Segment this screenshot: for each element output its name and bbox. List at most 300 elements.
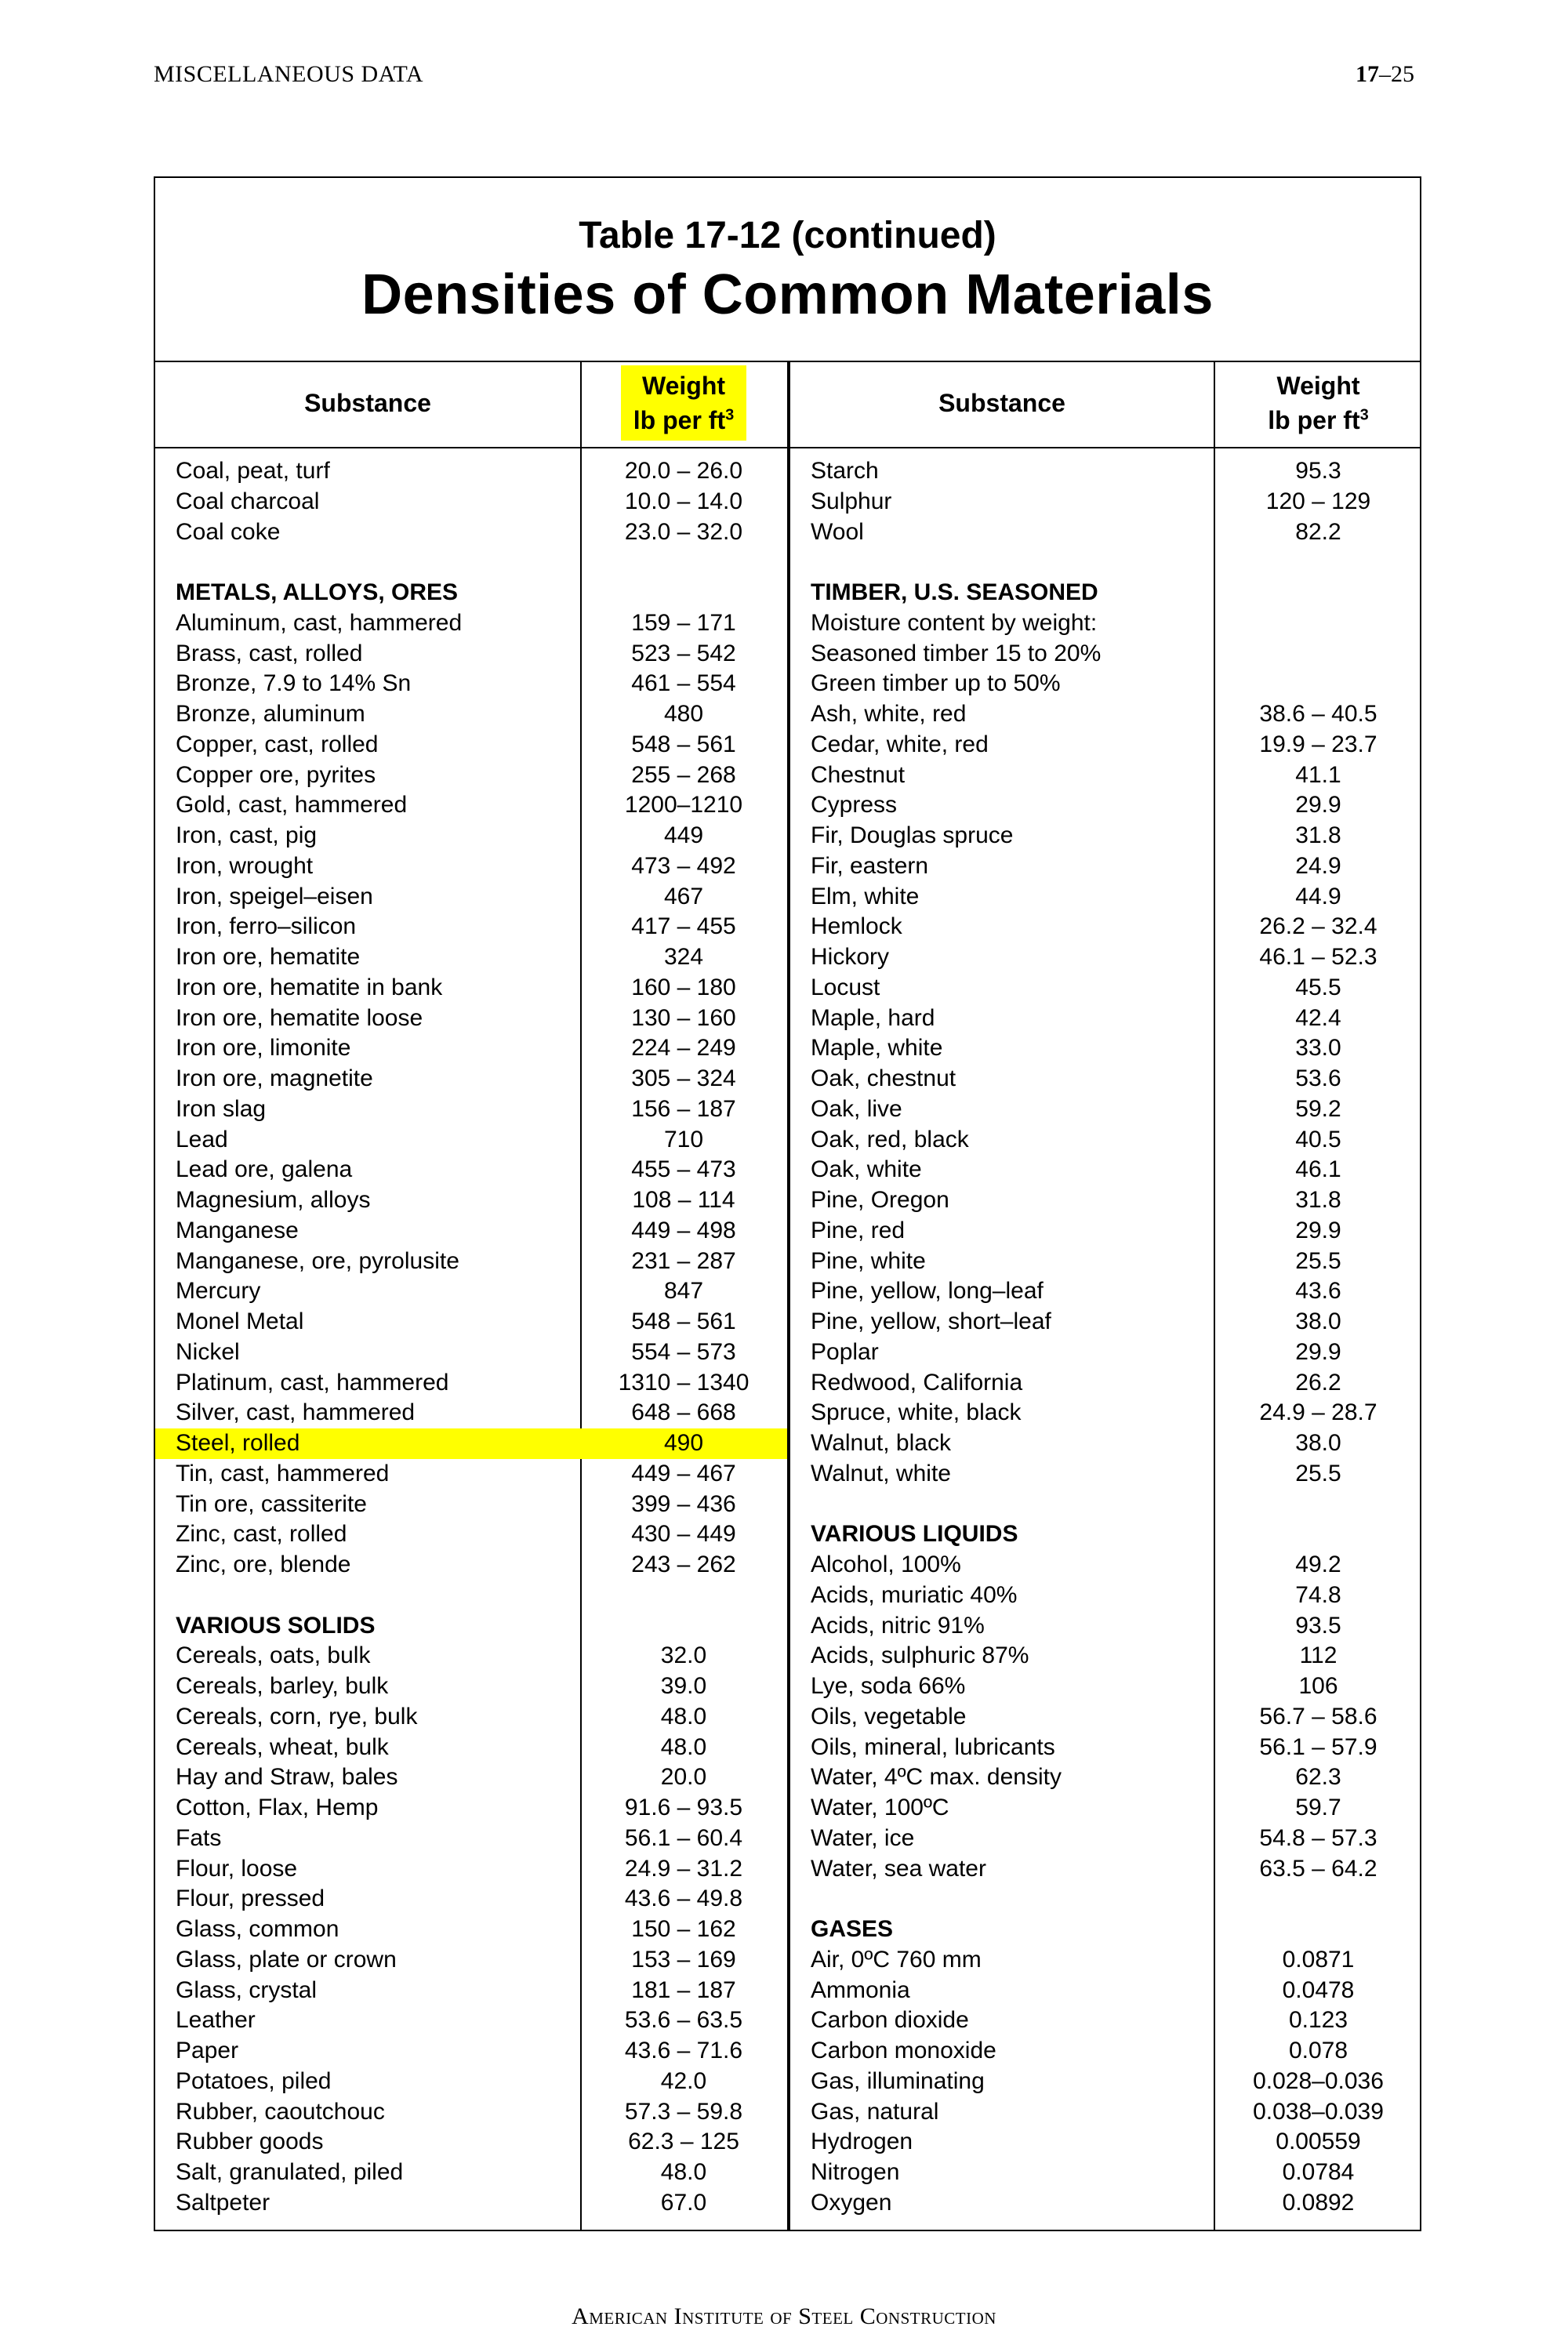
table-row: [790, 1550, 1421, 1581]
weight-cell: 56.1 – 60.4: [624, 1824, 743, 1851]
table-row: [155, 1915, 787, 1945]
table-row: [790, 1793, 1421, 1824]
weight-cell: 82.2: [1295, 518, 1341, 545]
substance-cell: Salt, granulated, piled: [176, 2159, 404, 2185]
table-row: [790, 973, 1421, 1004]
substance-cell: Iron ore, hematite: [176, 944, 361, 970]
table-row: [790, 1247, 1421, 1277]
substance-cell: Saltpeter: [176, 2189, 270, 2216]
table-row: [155, 1762, 787, 1793]
weight-cell: 467: [663, 883, 704, 909]
substance-cell: Glass, common: [176, 1916, 339, 1942]
substance-cell: Cotton, Flax, Hemp: [176, 1795, 379, 1820]
weight-cell: 548 – 561: [631, 1308, 736, 1334]
substance-cell: Seasoned timber 15 to 20%: [811, 640, 1102, 666]
table-row: [790, 1216, 1421, 1247]
table-row: [155, 608, 787, 639]
table-row: [155, 2005, 787, 2036]
table-row: [790, 1976, 1421, 2006]
substance-cell: Paper: [176, 2038, 239, 2063]
table-row: [155, 487, 787, 517]
table-row: [155, 1459, 787, 1490]
header-weight-line2: lb per ft: [633, 406, 726, 434]
substance-cell: Fir, eastern: [811, 852, 929, 879]
table-row: [155, 1094, 787, 1125]
weight-cell: 20.0 – 26.0: [624, 458, 743, 484]
substance-cell: Elm, white: [811, 883, 920, 909]
substance-cell: Bronze, 7.9 to 14% Sn: [176, 670, 412, 697]
weight-cell: 1200–1210: [624, 792, 743, 818]
weight-cell: 1310 – 1340: [618, 1369, 750, 1396]
substance-cell: Iron, speigel–eisen: [176, 883, 373, 909]
substance-cell: Copper, cast, rolled: [176, 731, 379, 757]
table-row: [790, 760, 1421, 791]
weight-cell: 480: [663, 701, 704, 727]
weight-cell: 44.9: [1295, 883, 1341, 909]
weight-cell: 56.1 – 57.9: [1259, 1733, 1377, 1760]
weight-cell: 29.9: [1295, 792, 1341, 818]
table-row: [155, 2158, 787, 2188]
substance-cell: GASES: [811, 1916, 894, 1942]
header-substance-right: Substance: [938, 389, 1065, 417]
table-row: [790, 1368, 1421, 1399]
table-row: [790, 456, 1421, 487]
substance-cell: Ammonia: [811, 1976, 910, 2003]
substance-cell: Pine, red: [811, 1217, 906, 1243]
weight-cell: 108 – 114: [632, 1187, 735, 1213]
weight-cell: 490: [663, 1430, 704, 1456]
table-row: [155, 1368, 787, 1399]
weight-cell: 847: [663, 1278, 704, 1305]
substance-cell: Carbon monoxide: [811, 2038, 996, 2063]
table-row: [790, 639, 1421, 670]
weight-cell: 156 – 187: [631, 1095, 736, 1122]
substance-cell: Platinum, cast, hammered: [176, 1369, 449, 1396]
substance-cell: Leather: [176, 2007, 256, 2034]
table-row: [155, 1216, 787, 1247]
table-row: [155, 1519, 787, 1550]
substance-cell: Flour, loose: [176, 1855, 298, 1882]
header-weight-line2: lb per ft: [1268, 406, 1360, 434]
weight-cell: 255 – 268: [631, 761, 736, 788]
weight-cell: 548 – 561: [631, 731, 736, 757]
header-weight-line1: Weight: [641, 372, 726, 400]
substance-cell: Mercury: [176, 1278, 261, 1305]
weight-cell: 53.6 – 63.5: [624, 2007, 743, 2034]
weight-cell: 0.0784: [1282, 2159, 1355, 2185]
substance-cell: Flour, pressed: [176, 1886, 325, 1912]
section-heading: [155, 1611, 787, 1642]
table-row: [155, 1793, 787, 1824]
table-row: [790, 669, 1421, 699]
substance-cell: Coal coke: [176, 518, 281, 545]
table-row: [790, 2127, 1421, 2158]
table-row: [155, 1854, 787, 1885]
weight-cell: 38.0: [1295, 1430, 1341, 1456]
weight-cell: 181 – 187: [631, 1976, 736, 2003]
table-row: [155, 1945, 787, 1976]
substance-cell: Rubber, caoutchouc: [176, 2098, 385, 2125]
substance-cell: Oils, vegetable: [811, 1703, 967, 1730]
weight-cell: 40.5: [1295, 1126, 1341, 1152]
substance-cell: Starch: [811, 458, 879, 484]
table-row: [155, 1004, 787, 1034]
substance-cell: Fats: [176, 1824, 222, 1851]
substance-cell: Aluminum, cast, hammered: [176, 609, 463, 636]
table-row: [790, 1581, 1421, 1611]
weight-cell: 305 – 324: [631, 1065, 736, 1091]
table-row: [790, 790, 1421, 821]
weight-cell: 42.0: [660, 2067, 707, 2094]
weight-cell: 57.3 – 59.8: [624, 2098, 743, 2125]
weight-cell: 38.0: [1295, 1308, 1341, 1334]
table-row: [790, 912, 1421, 942]
weight-cell: 24.9 – 31.2: [624, 1855, 743, 1882]
substance-cell: Spruce, white, black: [811, 1399, 1022, 1426]
weight-cell: 29.9: [1295, 1338, 1341, 1365]
substance-cell: Manganese, ore, pyrolusite: [176, 1247, 459, 1274]
substance-cell: Maple, white: [811, 1035, 943, 1062]
table-title-area: [155, 178, 1420, 362]
weight-cell: 43.6: [1295, 1278, 1341, 1305]
substance-cell: Iron ore, magnetite: [176, 1065, 373, 1091]
substance-cell: Cedar, white, red: [811, 731, 989, 757]
table-row: [790, 730, 1421, 760]
blank-row: [790, 1884, 1421, 1915]
section-heading: [790, 578, 1421, 608]
substance-cell: Locust: [811, 974, 880, 1000]
substance-cell: Lead ore, galena: [176, 1156, 353, 1183]
table-row: [790, 821, 1421, 851]
weight-cell: 95.3: [1295, 458, 1341, 484]
substance-cell: Wool: [811, 518, 864, 545]
table-row: [155, 456, 787, 487]
weight-cell: 0.038–0.039: [1253, 2098, 1384, 2125]
substance-cell: Cereals, barley, bulk: [176, 1673, 389, 1699]
weight-cell: 74.8: [1295, 1581, 1341, 1608]
table-row: [790, 2097, 1421, 2128]
weight-cell: 48.0: [660, 1733, 707, 1760]
substance-cell: Steel, rolled: [176, 1430, 300, 1456]
weight-cell: 710: [663, 1126, 704, 1152]
weight-cell: 43.6 – 71.6: [624, 2038, 743, 2063]
page-number-chapter: 17: [1356, 61, 1379, 87]
table-row: [155, 1398, 787, 1428]
weight-cell: 19.9 – 23.7: [1259, 731, 1377, 757]
substance-cell: Glass, plate or crown: [176, 1946, 397, 1973]
substance-cell: Pine, white: [811, 1247, 926, 1274]
table-number: Table 17-12 (continued): [579, 215, 996, 256]
header-weight-right: [1215, 361, 1421, 445]
weight-cell: 160 – 180: [631, 974, 736, 1000]
weight-cell: 56.7 – 58.6: [1259, 1703, 1377, 1730]
density-table: [154, 176, 1421, 2231]
substance-cell: Rubber goods: [176, 2129, 324, 2155]
substance-cell: Tin ore, cassiterite: [176, 1490, 367, 1517]
weight-cell: 523 – 542: [631, 640, 736, 666]
substance-cell: Cereals, oats, bulk: [176, 1642, 371, 1669]
substance-cell: Carbon dioxide: [811, 2007, 969, 2034]
substance-cell: Zinc, ore, blende: [176, 1552, 351, 1577]
substance-cell: Iron, wrought: [176, 852, 314, 879]
weight-cell: 46.1: [1295, 1156, 1341, 1183]
weight-cell: 20.0: [660, 1764, 707, 1791]
substance-cell: Coal charcoal: [176, 488, 320, 514]
weight-cell: 93.5: [1295, 1612, 1341, 1639]
weight-cell: 231 – 287: [631, 1247, 736, 1274]
substance-cell: Glass, crystal: [176, 1976, 318, 2003]
substance-cell: Acids, sulphuric 87%: [811, 1642, 1029, 1669]
weight-cell: 0.0478: [1282, 1976, 1355, 2003]
substance-cell: Poplar: [811, 1338, 879, 1365]
substance-cell: Walnut, white: [811, 1460, 951, 1486]
weight-cell: 48.0: [660, 1703, 707, 1730]
weight-cell: 41.1: [1295, 761, 1341, 788]
table-row: [790, 1641, 1421, 1671]
table-row: [155, 760, 787, 791]
weight-cell: 25.5: [1295, 1247, 1341, 1274]
substance-cell: Alcohol, 100%: [811, 1552, 961, 1577]
weight-cell: 33.0: [1295, 1035, 1341, 1062]
weight-cell: 150 – 162: [631, 1916, 736, 1942]
table-row: [155, 912, 787, 942]
table-row: [790, 2067, 1421, 2097]
weight-cell: 53.6: [1295, 1065, 1341, 1091]
substance-cell: Iron ore, hematite in bank: [176, 974, 443, 1000]
weight-cell: 26.2: [1295, 1369, 1341, 1396]
weight-cell: 224 – 249: [631, 1035, 736, 1062]
weight-cell: 63.5 – 64.2: [1259, 1855, 1377, 1882]
table-row: [155, 942, 787, 973]
weight-cell: 473 – 492: [631, 852, 736, 879]
substance-cell: TIMBER, U.S. SEASONED: [811, 579, 1098, 605]
substance-cell: Coal, peat, turf: [176, 458, 330, 484]
table-row: [790, 2188, 1421, 2219]
substance-cell: Cypress: [811, 792, 898, 818]
substance-cell: Moisture content by weight:: [811, 609, 1098, 636]
weight-cell: 45.5: [1295, 974, 1341, 1000]
substance-cell: Gas, illuminating: [811, 2067, 985, 2094]
weight-cell: 39.0: [660, 1673, 707, 1699]
table-row: [155, 1702, 787, 1733]
table-row: [155, 851, 787, 882]
table-row: [790, 487, 1421, 517]
substance-cell: Water, ice: [811, 1824, 915, 1851]
substance-cell: Maple, hard: [811, 1004, 935, 1031]
weight-cell: 0.00559: [1276, 2129, 1361, 2155]
weight-cell: 130 – 160: [631, 1004, 736, 1031]
table-row: [155, 1125, 787, 1156]
footer-publisher: [0, 2303, 1568, 2330]
table-row: [790, 1428, 1421, 1459]
weight-cell: 91.6 – 93.5: [624, 1795, 743, 1820]
table-row: [790, 1733, 1421, 1763]
table-row: [155, 1064, 787, 1094]
table-row: [790, 1155, 1421, 1185]
weight-cell: 648 – 668: [631, 1399, 736, 1426]
header-weight-highlight: [621, 365, 746, 441]
table-row: [790, 1033, 1421, 1064]
substance-cell: Iron slag: [176, 1095, 267, 1122]
weight-cell: 62.3 – 125: [628, 2129, 739, 2155]
table-row: [790, 1276, 1421, 1307]
table-row: [155, 639, 787, 670]
running-head-left: MISCELLANEOUS DATA: [154, 61, 424, 87]
weight-cell: 62.3: [1295, 1764, 1341, 1791]
header-weight-left: [580, 361, 787, 445]
blank-row: [155, 547, 787, 578]
table-title: Densities of Common Materials: [361, 263, 1214, 326]
substance-cell: Hydrogen: [811, 2129, 913, 2155]
table-row: [790, 1945, 1421, 1976]
table-row: [155, 1247, 787, 1277]
substance-cell: VARIOUS SOLIDS: [176, 1612, 376, 1639]
left-column: [155, 456, 787, 2219]
substance-cell: Iron ore, limonite: [176, 1035, 351, 1062]
table-row: [155, 1550, 787, 1581]
table-row: [155, 1155, 787, 1185]
weight-cell: 449: [663, 822, 704, 848]
section-heading: [790, 1915, 1421, 1945]
substance-cell: Oak, live: [811, 1095, 902, 1122]
substance-cell: Cereals, wheat, bulk: [176, 1733, 389, 1760]
weight-cell: 48.0: [660, 2159, 707, 2185]
substance-cell: Cereals, corn, rye, bulk: [176, 1703, 418, 1730]
page-number-page: –25: [1379, 61, 1414, 87]
table-row: [155, 1733, 787, 1763]
table-row: [790, 1064, 1421, 1094]
table-row: [155, 973, 787, 1004]
substance-cell: Fir, Douglas spruce: [811, 822, 1014, 848]
blank-row: [790, 1490, 1421, 1520]
table-row: [155, 2127, 787, 2158]
weight-cell: 67.0: [660, 2189, 707, 2216]
weight-cell: 554 – 573: [631, 1338, 736, 1365]
substance-cell: Sulphur: [811, 488, 892, 514]
weight-cell: 0.078: [1288, 2038, 1348, 2063]
table-row: [155, 882, 787, 913]
header-weight-sup: 3: [1359, 406, 1369, 424]
table-row: [790, 882, 1421, 913]
table-row: [155, 517, 787, 548]
table-row: [790, 942, 1421, 973]
substance-cell: Tin, cast, hammered: [176, 1460, 390, 1486]
substance-cell: Green timber up to 50%: [811, 670, 1061, 697]
table-row: [790, 608, 1421, 639]
substance-cell: Nickel: [176, 1338, 240, 1365]
table-row: [155, 1884, 787, 1915]
section-heading: [155, 578, 787, 608]
substance-cell: Acids, nitric 91%: [811, 1612, 985, 1639]
table-row: [790, 1338, 1421, 1368]
table-row: [155, 1490, 787, 1520]
substance-cell: Oak, red, black: [811, 1126, 969, 1152]
section-heading: [790, 1519, 1421, 1550]
table-row: [790, 517, 1421, 548]
weight-cell: 24.9 – 28.7: [1259, 1399, 1377, 1426]
table-row: [155, 1976, 787, 2006]
substance-cell: Nitrogen: [811, 2159, 900, 2185]
weight-cell: 49.2: [1295, 1552, 1341, 1577]
table-row: [790, 1702, 1421, 1733]
table-row: [155, 2097, 787, 2128]
substance-cell: Lead: [176, 1126, 228, 1152]
table-row: [155, 1307, 787, 1338]
substance-cell: Silver, cast, hammered: [176, 1399, 416, 1426]
table-row: [790, 1762, 1421, 1793]
substance-cell: Potatoes, piled: [176, 2067, 332, 2094]
substance-cell: Acids, muriatic 40%: [811, 1581, 1018, 1608]
substance-cell: METALS, ALLOYS, ORES: [176, 579, 459, 605]
table-row: [790, 1004, 1421, 1034]
table-row: [155, 1276, 787, 1307]
header-weight-line1: Weight: [1276, 372, 1360, 400]
table-row: [155, 699, 787, 730]
substance-cell: Air, 0ºC 760 mm: [811, 1946, 982, 1973]
table-row: [790, 2005, 1421, 2036]
header-substance-left: Substance: [304, 389, 431, 417]
substance-cell: Hickory: [811, 944, 890, 970]
weight-cell: 430 – 449: [631, 1521, 736, 1548]
table-row: [790, 2158, 1421, 2188]
weight-cell: 324: [663, 944, 704, 970]
table-row: [790, 1185, 1421, 1216]
weight-cell: 417 – 455: [631, 913, 736, 940]
substance-cell: Hemlock: [811, 913, 902, 940]
substance-cell: Bronze, aluminum: [176, 701, 365, 727]
page-number: [1356, 61, 1414, 88]
substance-cell: Monel Metal: [176, 1308, 304, 1334]
weight-cell: 23.0 – 32.0: [624, 518, 743, 545]
substance-cell: Copper ore, pyrites: [176, 761, 376, 788]
substance-cell: Magnesium, alloys: [176, 1187, 371, 1213]
right-column: [790, 456, 1421, 2219]
weight-cell: 0.028–0.036: [1253, 2067, 1384, 2094]
header-weight-sup: 3: [725, 406, 735, 424]
table-row: [790, 1824, 1421, 1854]
table-row: [790, 2036, 1421, 2067]
table-row: [790, 1459, 1421, 1490]
running-head: [154, 61, 1414, 93]
substance-cell: Redwood, California: [811, 1369, 1023, 1396]
table-row: [155, 790, 787, 821]
weight-cell: 38.6 – 40.5: [1259, 701, 1377, 727]
substance-cell: Water, 100ºC: [811, 1795, 949, 1820]
substance-cell: Oak, chestnut: [811, 1065, 956, 1091]
weight-cell: 449 – 498: [631, 1217, 736, 1243]
weight-cell: 455 – 473: [631, 1156, 736, 1183]
table-row: [790, 1094, 1421, 1125]
weight-cell: 31.8: [1295, 1187, 1341, 1213]
substance-cell: VARIOUS LIQUIDS: [811, 1521, 1018, 1548]
table-row: [790, 699, 1421, 730]
weight-cell: 59.2: [1295, 1095, 1341, 1122]
substance-cell: Walnut, black: [811, 1430, 951, 1456]
substance-cell: Ash, white, red: [811, 701, 967, 727]
substance-cell: Hay and Straw, bales: [176, 1764, 398, 1791]
table-row: [155, 669, 787, 699]
weight-cell: 29.9: [1295, 1217, 1341, 1243]
weight-cell: 59.7: [1295, 1795, 1341, 1820]
substance-cell: Manganese: [176, 1217, 299, 1243]
weight-cell: 0.0871: [1282, 1946, 1355, 1973]
weight-cell: 106: [1298, 1673, 1338, 1699]
table-row: [155, 730, 787, 760]
weight-cell: 10.0 – 14.0: [624, 488, 743, 514]
weight-cell: 461 – 554: [631, 670, 736, 697]
table-row: [155, 1641, 787, 1671]
blank-row: [155, 1581, 787, 1611]
